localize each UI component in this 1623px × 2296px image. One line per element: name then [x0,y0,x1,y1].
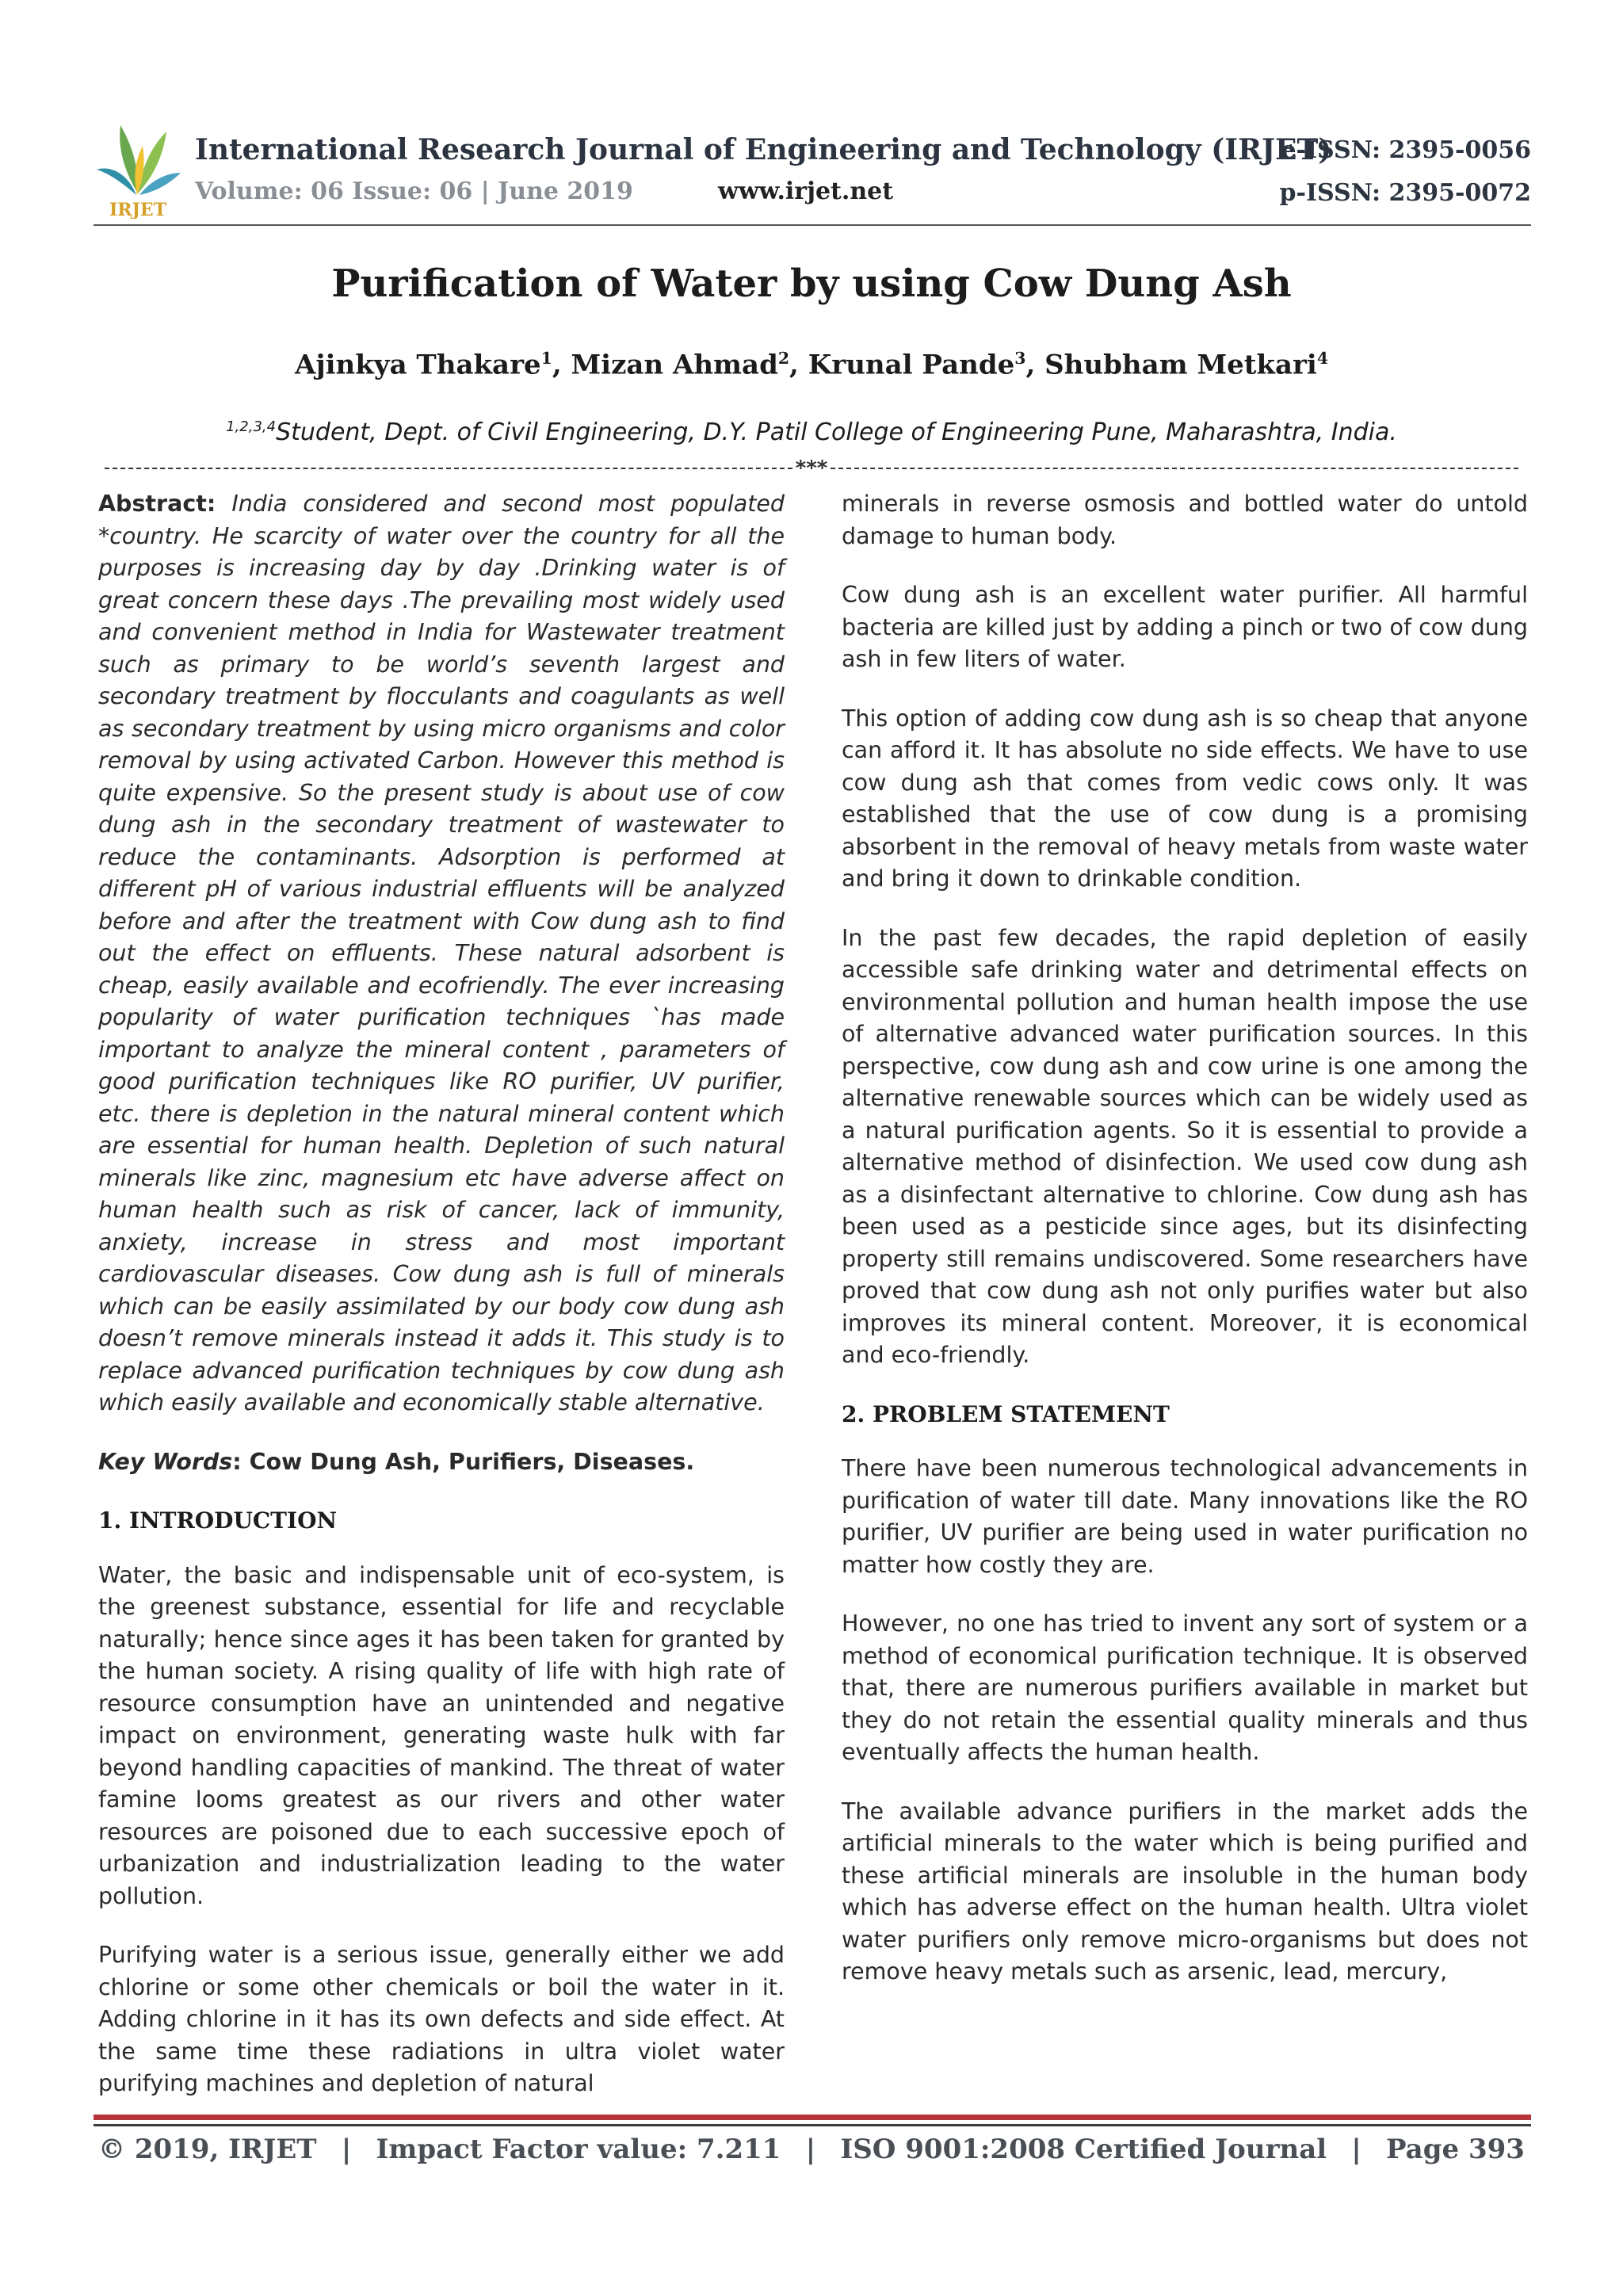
author-separator: , [1025,349,1045,381]
author-name: Krunal Pande [808,349,1015,381]
body-paragraph: In the past few decades, the rapid depletion of easily accessible safe drinking water and detrimental effects on environmental pollution and human health impose the use of alternative advanced water purification sources. In this perspective, cow dung ash and cow urine is one among the alternative renewable sources which can be widely used as a natural purification agents. So it is essential to provide a alternative method of disinfection. We used cow dung ash as a disinfectant alternative to chlorine. Cow dung ash has been used as a pesticide since ages, but its disinfecting property still remains undiscovered. Some researchers have proved that cow dung ash not only purifies water but also improves its mineral content. Moreover, it is economical and eco-friendly. [842,924,1528,1368]
logo-text: IRJET [109,200,167,219]
journal-website-link[interactable]: www.irjet.net [718,178,894,205]
author-sup: 4 [1316,349,1329,368]
right-column [842,488,1528,2015]
footer-page-number: Page 393 [1386,2134,1525,2165]
author-separator: , [552,349,571,381]
journal-title: International Research Journal of Engineering and Technology (IRJET) [195,133,1332,166]
affiliation [0,418,1623,446]
author-name: Shubham Metkari [1044,349,1317,381]
body-paragraph: Cow dung ash is an excellent water purifier. All harmful bacteria are killed just by adding a pinch or two of cow dung ash in few liters of water. [842,582,1528,672]
abstract-label: Abstract: [98,491,216,517]
abstract [98,488,785,1419]
header-divider [94,224,1531,226]
body-paragraph: This option of adding cow dung ash is so cheap that anyone can afford it. It has absolute no side effects. We have to use cow dung ash that comes from vedic cows only. It was established that the use of cow dung is a promising absorbent in the removal of heavy metals from waste water and bring it down to drinkable condition. [842,705,1528,892]
footer-copyright: © 2019, IRJET [98,2134,317,2165]
footer-impact-factor: Impact Factor value: 7.211 [376,2134,781,2165]
paper-title: Purification of Water by using Cow Dung Ash [331,262,1292,306]
footer-separator: | [341,2134,352,2165]
page-footer [98,2134,1525,2165]
section-separator [105,458,1518,479]
p-issn: p-ISSN: 2395-0072 [1279,179,1531,207]
keywords-text: Cow Dung Ash, Purifiers, Diseases. [249,1448,695,1475]
journal-logo [94,117,182,219]
separator-stars: *** [795,457,828,480]
intro-paragraph: Purifying water is a serious issue, generally either we add chlorine or some other chemicals or boil the water in it. Adding chlorine in it has its own defects and side effect. At the same time these radiations in ultra violet water purifying machines and depletion of natural [98,1942,785,2096]
author-list [0,349,1623,380]
problem-paragraph: However, no one has tried to invent any sort of system or a method of economical purification technique. It is observed that, there are numerous purifiers available in market but they do not retain the essential quality minerals and thus eventually affects the human health. [842,1610,1528,1765]
footer-divider-dark [94,2124,1531,2126]
affiliation-text: Student, Dept. of Civil Engineering, D.Y. Patil College of Engineering Pune, Maharashtra, India. [276,418,1397,446]
author-name: Ajinkya Thakare [294,349,541,381]
problem-statement-heading: 2. PROBLEM STATEMENT [842,1400,1170,1427]
body-paragraph: minerals in reverse osmosis and bottled water do untold damage to human body. [842,491,1528,549]
author-name: Mizan Ahmad [571,349,778,381]
footer-separator: | [1351,2134,1361,2165]
intro-paragraph: Water, the basic and indispensable unit of eco-system, is the greenest substance, essential for life and recyclable naturally; hence since ages it has been taken for granted by the human society. A rising quality of life with high rate of resource consumption have an unintended and negative impact on environment, generating waste hulk with far beyond handling capacities of mankind. The threat of water famine looms greatest as our rivers and other water resources are poisoned due to each successive epoch of urbanization and industrialization leading to the water pollution. [98,1561,785,1909]
abstract-text: India considered and second most populated *country. He scarcity of water over the country for all the purposes is increasing day by day .Drinking water is of great concern these days .The prevailing most widely used and convenient method in India for Wastewater treatment such as primary to be world’s seventh largest and secondary treatment by flocculants and coagulants as well as secondary treatment by using micro organisms and color removal by using activated Carbon. However this method is quite expensive. So the present study is about use of cow dung ash in the secondary treatment of wastewater to reduce the contaminants. Adsorption is performed at different pH of various industrial effluents will be analyzed before and after the treatment with Cow dung ash to find out the effect on effluents. These natural adsorbent is cheap, easily available and ecofriendly. The ever increasing popularity of water purification techniques `has made important to analyze the mineral content , parameters of good purification techniques like RO purifier, UV purifier, etc. there is depletion in the natural mineral content which are essential for human health. Depletion of such natural minerals like zinc, magnesium etc have adverse affect on human health such as risk of cancer, lack of immunity, anxiety, increase in stress and most important cardiovascular diseases. Cow dung ash is full of minerals which can be easily assimilated by our body cow dung ash doesn’t remove minerals instead it adds it. This study is to replace advanced purification techniques by cow dung ash which easily available and economically stable alternative. [98,491,785,1415]
author-sup: 1 [540,349,552,368]
footer-separator: | [805,2134,816,2165]
footer-divider-red [94,2115,1531,2120]
keywords-colon: : [232,1448,250,1475]
problem-paragraph: There have been numerous technological advancements in purification of water till date. Many innovations like the RO purifier, UV purifier are being used in water purification no matter how costly they are. [842,1455,1528,1578]
e-issn: e-ISSN: 2395-0056 [1281,136,1531,164]
volume-issue: Volume: 06 Issue: 06 | June 2019 [195,178,633,205]
author-sup: 3 [1014,349,1026,368]
keywords [98,1446,785,1479]
introduction-heading: 1. INTRODUCTION [98,1507,338,1534]
author-separator: , [789,349,808,381]
problem-paragraph: The available advance purifiers in the market adds the artificial minerals to the water which is being purified and these artificial minerals are insoluble in the human body which has adverse effect on the human health. Ultra violet water purifiers only remove micro-organisms but does not remove heavy metals such as arsenic, lead, mercury, [842,1797,1528,1985]
keywords-label: Key Words [98,1448,233,1475]
footer-iso: ISO 9001:2008 Certified Journal [840,2134,1327,2165]
author-sup: 2 [777,349,790,368]
left-column [98,488,785,2127]
affiliation-sup: 1,2,3,4 [226,418,277,435]
leaf-logo-icon [94,117,182,219]
